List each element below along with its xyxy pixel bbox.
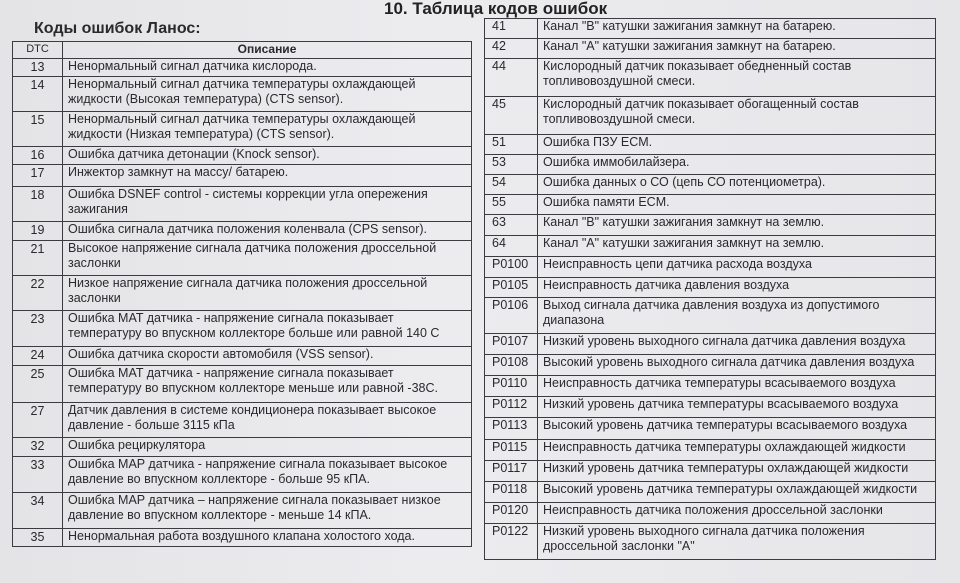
dtc-code-cell: P0108 — [485, 355, 538, 376]
dtc-code-cell: P0117 — [485, 461, 538, 482]
dtc-description-cell: Ошибка MAT датчика - напряжение сигнала показывает температуру во впускном коллекторе меньше или равной -38С. — [63, 366, 472, 403]
dtc-description-cell: Выход сигнала датчика давления воздуха из допустимого диапазона — [538, 298, 936, 334]
table-row — [485, 195, 936, 215]
table-row — [485, 39, 936, 59]
dtc-code-cell: P0106 — [485, 298, 538, 334]
table-row — [485, 440, 936, 461]
dtc-code-cell: 42 — [485, 39, 538, 59]
dtc-code-cell: 22 — [13, 276, 63, 311]
dtc-code-cell: 33 — [13, 457, 63, 493]
table-row — [485, 482, 936, 503]
table-row — [485, 418, 936, 440]
dtc-description-cell: Ошибка иммобилайзера. — [538, 155, 936, 175]
dtc-code-cell: 15 — [13, 112, 63, 147]
dtc-description-cell: Канал "А" катушки зажигания замкнут на батарею. — [538, 39, 936, 59]
dtc-description-cell: Канал "В" катушки зажигания замкнут на землю. — [538, 215, 936, 236]
dtc-description-cell: Низкое напряжение сигнала датчика положения дроссельной заслонки — [63, 276, 472, 311]
dtc-code-cell: 44 — [485, 59, 538, 97]
right-table-body — [485, 19, 936, 560]
dtc-code-cell: 14 — [13, 77, 63, 112]
dtc-description-cell: Низкий уровень датчика температуры всасываемого воздуха — [538, 397, 936, 418]
table-row — [13, 276, 472, 311]
dtc-code-cell: P0120 — [485, 503, 538, 524]
dtc-code-cell: 27 — [13, 403, 63, 438]
dtc-code-cell: 13 — [13, 59, 63, 77]
dtc-code-cell: 55 — [485, 195, 538, 215]
dtc-description-cell: Ошибка памяти ECM. — [538, 195, 936, 215]
column-header-dtc: DTC — [13, 42, 63, 59]
dtc-description-cell: Кислородный датчик показывает обогащенный состав топливовоздушной смеси. — [538, 97, 936, 135]
table-row — [485, 298, 936, 334]
dtc-description-cell: Неисправность датчика температуры охлаждающей жидкости — [538, 440, 936, 461]
dtc-description-cell: Ошибка рециркулятора — [63, 438, 472, 457]
dtc-description-cell: Неисправность датчика положения дроссельной заслонки — [538, 503, 936, 524]
table-row — [13, 403, 472, 438]
dtc-description-cell: Ошибка датчика скорости автомобиля (VSS sensor). — [63, 347, 472, 366]
table-row — [13, 529, 472, 547]
table-row — [13, 147, 472, 165]
dtc-code-cell: 16 — [13, 147, 63, 165]
dtc-code-cell: P0110 — [485, 376, 538, 397]
dtc-description-cell: Ненормальный сигнал датчика температуры охлаждающей жидкости (Высокая температура) (CTS sensor). — [63, 77, 472, 112]
dtc-description-cell: Ошибка данных о СО (цепь СО потенциометра). — [538, 175, 936, 195]
dtc-description-cell: Ошибка сигнала датчика положения коленвала (CPS sensor). — [63, 222, 472, 241]
table-row — [13, 311, 472, 347]
dtc-code-cell: 41 — [485, 19, 538, 39]
table-row — [485, 461, 936, 482]
dtc-code-cell: 21 — [13, 241, 63, 276]
dtc-description-cell: Низкий уровень выходного сигнала датчика давления воздуха — [538, 334, 936, 355]
dtc-code-cell: 24 — [13, 347, 63, 366]
dtc-description-cell: Ненормальный сигнал датчика температуры охлаждающей жидкости (Низкая температура) (CTS sensor). — [63, 112, 472, 147]
dtc-code-cell: P0122 — [485, 524, 538, 560]
table-row — [485, 278, 936, 298]
table-row — [13, 112, 472, 147]
table-row — [485, 503, 936, 524]
table-row — [485, 135, 936, 155]
dtc-description-cell: Канал "В" катушки зажигания замкнут на батарею. — [538, 19, 936, 39]
dtc-description-cell: Низкий уровень выходного сигнала датчика положения дроссельной заслонки "А" — [538, 524, 936, 560]
table-row — [13, 241, 472, 276]
dtc-description-cell: Высокое напряжение сигнала датчика положения дроссельной заслонки — [63, 241, 472, 276]
dtc-code-cell: 64 — [485, 236, 538, 257]
table-row — [485, 355, 936, 376]
dtc-description-cell: Неисправность датчика давления воздуха — [538, 278, 936, 298]
dtc-description-cell: Ошибка MAP датчика – напряжение сигнала показывает низкое давление во впускном коллекторе - меньше 14 кПА. — [63, 493, 472, 529]
table-row — [485, 19, 936, 39]
table-row — [13, 457, 472, 493]
dtc-code-cell: P0112 — [485, 397, 538, 418]
table-row — [13, 438, 472, 457]
left-table-body — [13, 59, 472, 547]
dtc-description-cell: Ошибка DSNEF control - системы коррекции угла опережения зажигания — [63, 187, 472, 222]
dtc-description-cell: Ненормальный сигнал датчика кислорода. — [63, 59, 472, 77]
dtc-description-cell: Высокий уровень датчика температуры всасываемого воздуха — [538, 418, 936, 440]
table-row — [13, 59, 472, 77]
table-row — [13, 222, 472, 241]
dtc-code-cell: 23 — [13, 311, 63, 347]
dtc-code-cell: 19 — [13, 222, 63, 241]
dtc-description-cell: Высокий уровень датчика температуры охлаждающей жидкости — [538, 482, 936, 503]
dtc-code-cell: 63 — [485, 215, 538, 236]
table-row — [13, 77, 472, 112]
dtc-code-cell: P0115 — [485, 440, 538, 461]
dtc-description-cell: Ошибка MAP датчика - напряжение сигнала показывает высокое давление во впускном коллекторе - больше 95 кПА. — [63, 457, 472, 493]
table-row — [485, 97, 936, 135]
table-header-row — [13, 42, 472, 59]
dtc-code-cell: 25 — [13, 366, 63, 403]
table-row — [13, 493, 472, 529]
dtc-code-cell: P0113 — [485, 418, 538, 440]
table-row — [13, 187, 472, 222]
dtc-description-cell: Неисправность датчика температуры всасываемого воздуха — [538, 376, 936, 397]
dtc-description-cell: Неисправность цепи датчика расхода воздуха — [538, 257, 936, 278]
dtc-code-cell: 18 — [13, 187, 63, 222]
dtc-code-cell: 32 — [13, 438, 63, 457]
table-row — [485, 397, 936, 418]
dtc-description-cell: Высокий уровень выходного сигнала датчика давления воздуха — [538, 355, 936, 376]
dtc-description-cell: Кислородный датчик показывает обедненный состав топливовоздушной смеси. — [538, 59, 936, 97]
dtc-code-cell: 51 — [485, 135, 538, 155]
table-row — [485, 175, 936, 195]
dtc-code-cell: 53 — [485, 155, 538, 175]
table-row — [485, 236, 936, 257]
table-row — [13, 165, 472, 187]
table-row — [485, 257, 936, 278]
table-row — [485, 59, 936, 97]
dtc-description-cell: Ошибка датчика детонации (Knock sensor). — [63, 147, 472, 165]
dtc-code-cell: 17 — [13, 165, 63, 187]
dtc-code-cell: 35 — [13, 529, 63, 547]
dtc-description-cell: Ошибка MAT датчика - напряжение сигнала показывает температуру во впускном коллекторе больше или равной 140 С — [63, 311, 472, 347]
dtc-code-cell: 54 — [485, 175, 538, 195]
dtc-code-cell: P0118 — [485, 482, 538, 503]
right-dtc-table — [484, 18, 936, 560]
table-row — [13, 366, 472, 403]
dtc-description-cell: Низкий уровень датчика температуры охлаждающей жидкости — [538, 461, 936, 482]
dtc-description-cell: Инжектор замкнут на массу/ батарею. — [63, 165, 472, 187]
dtc-code-cell: P0107 — [485, 334, 538, 355]
column-header-description: Описание — [63, 42, 472, 59]
dtc-description-cell: Ненормальная работа воздушного клапана холостого хода. — [63, 529, 472, 547]
table-row — [485, 215, 936, 236]
table-row — [485, 155, 936, 175]
dtc-code-cell: P0100 — [485, 257, 538, 278]
dtc-code-cell: 45 — [485, 97, 538, 135]
dtc-description-cell: Датчик давления в системе кондиционера показывает высокое давление - больше 3115 кПа — [63, 403, 472, 438]
section-subtitle: Коды ошибок Ланос: — [34, 20, 201, 37]
table-row — [485, 524, 936, 560]
left-dtc-table — [12, 41, 472, 547]
table-row — [485, 334, 936, 355]
dtc-code-cell: 34 — [13, 493, 63, 529]
table-row — [485, 376, 936, 397]
table-row — [13, 347, 472, 366]
dtc-description-cell: Канал "А" катушки зажигания замкнут на землю. — [538, 236, 936, 257]
page-title: 10. Таблица кодов ошибок — [384, 0, 608, 18]
dtc-description-cell: Ошибка ПЗУ ECM. — [538, 135, 936, 155]
dtc-code-cell: P0105 — [485, 278, 538, 298]
